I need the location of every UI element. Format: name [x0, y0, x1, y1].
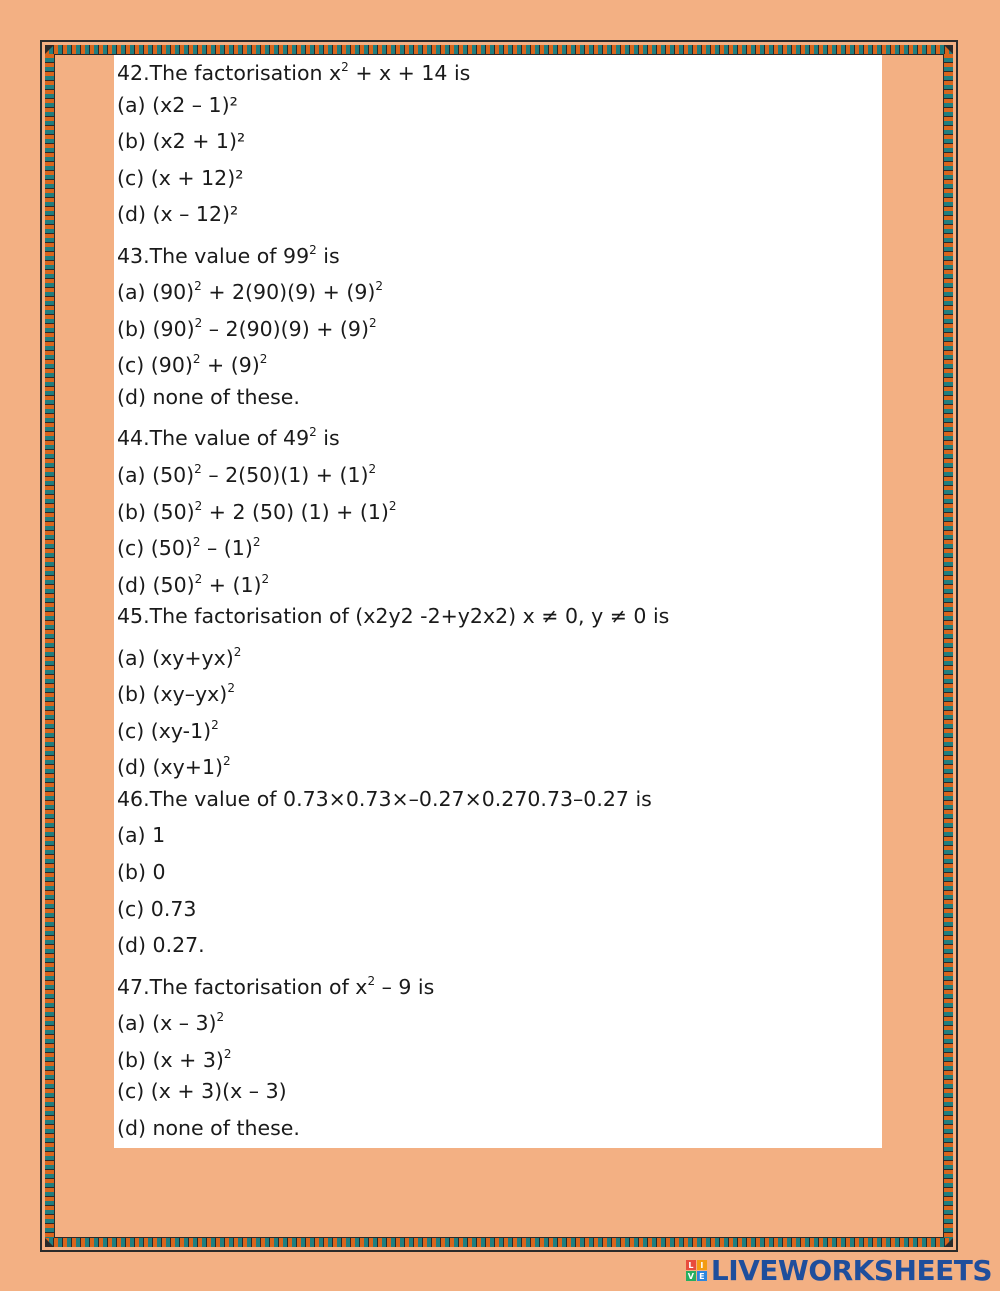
- brand-text: LIVEWORKSHEETS: [710, 1254, 992, 1287]
- worksheet-line: [117, 1110, 669, 1147]
- line-text-rest: – 2(90)(9) + (9): [202, 316, 369, 341]
- exponent: 2: [388, 498, 397, 513]
- exponent: 2: [223, 1046, 232, 1061]
- line-text: (a) (x – 3): [117, 1011, 217, 1036]
- line-text: (d) (50): [117, 572, 195, 597]
- worksheet-line: [117, 233, 669, 270]
- corner-ornament: [45, 45, 54, 54]
- exponent: 2: [194, 315, 203, 330]
- corner-ornament: [944, 45, 953, 54]
- exponent: 2: [192, 535, 201, 550]
- worksheet-line: [117, 964, 669, 1001]
- worksheet-line: [117, 744, 669, 781]
- worksheet-line: [117, 1000, 669, 1037]
- corner-ornament: [944, 1238, 953, 1247]
- line-text: (a) (xy+yx): [117, 645, 234, 670]
- worksheet-line: [117, 927, 669, 964]
- worksheet-line: [117, 269, 669, 306]
- line-text: (c) 0.73: [117, 896, 197, 921]
- worksheet-line: [117, 123, 669, 160]
- worksheet-line: [117, 1073, 669, 1110]
- exponent: 2: [368, 315, 377, 330]
- line-text-rest: + 2 (50) (1) + (1): [202, 499, 389, 524]
- question-list: [117, 50, 669, 1146]
- line-text: (b) (90): [117, 316, 195, 341]
- line-text: (a) (x2 – 1)²: [117, 92, 238, 117]
- logo-letter: I: [697, 1260, 707, 1270]
- exponent: 2: [233, 644, 242, 659]
- logo-letter: E: [697, 1271, 707, 1281]
- line-text: (d) (xy+1): [117, 755, 224, 780]
- line-text-rest: + 2(90)(9) + (9): [201, 280, 376, 305]
- logo-letter: L: [686, 1260, 696, 1270]
- worksheet-line: [117, 598, 669, 635]
- exponent: 2: [194, 462, 202, 477]
- line-text-rest: – (1): [200, 535, 253, 560]
- line-text: (b) (x + 3): [117, 1047, 224, 1072]
- line-text: 45.The factorisation of (x2y2 -2+y2x2) x ≠ 0, y ≠ 0 is: [117, 604, 670, 629]
- exponent: 2: [194, 498, 203, 513]
- exponent: 2: [261, 571, 270, 586]
- line-text: (a) (90): [117, 280, 195, 305]
- exponent: 2: [309, 242, 317, 257]
- exponent: 2: [341, 60, 349, 74]
- worksheet-line: [117, 854, 669, 891]
- line-text: (c) (x + 12)²: [117, 165, 244, 190]
- line-text-rest: is: [316, 243, 340, 268]
- worksheet-line: [117, 562, 669, 599]
- exponent: 2: [309, 425, 317, 440]
- worksheet-line: [117, 306, 669, 343]
- exponent: 2: [194, 279, 202, 294]
- line-text: (d) none of these.: [117, 1115, 300, 1140]
- line-text: (c) (xy-1): [117, 718, 212, 743]
- worksheet-line: [117, 415, 669, 452]
- exponent: 2: [252, 535, 261, 550]
- worksheet-line: [117, 817, 669, 854]
- line-text: (b) (50): [117, 499, 195, 524]
- worksheet-line: [117, 196, 669, 233]
- line-text: (d) 0.27.: [117, 933, 205, 958]
- line-text: (d) none of these.: [117, 384, 300, 409]
- line-text: (b) 0: [117, 860, 166, 885]
- exponent: 2: [367, 973, 376, 988]
- liveworksheets-brand: [686, 1254, 992, 1287]
- logo-letter: V: [687, 1271, 694, 1281]
- worksheet-line: [117, 379, 669, 416]
- worksheet-line: [117, 50, 669, 87]
- line-text: 46.The value of 0.73×0.73×–0.27×0.270.73–0.27 is: [117, 786, 652, 811]
- worksheet-line: [117, 489, 669, 526]
- exponent: 2: [259, 352, 268, 367]
- worksheet-line: [117, 87, 669, 124]
- worksheet-line: [117, 708, 669, 745]
- brand-logo-icon: [686, 1260, 707, 1281]
- worksheet-line: [117, 781, 669, 818]
- worksheet-line: [117, 671, 669, 708]
- line-text-rest: + (9): [200, 353, 260, 378]
- worksheet-line: [117, 342, 669, 379]
- worksheet-line: [117, 452, 669, 489]
- line-text: 44.The value of 49: [117, 426, 310, 451]
- line-text-rest: + (1): [202, 572, 262, 597]
- exponent: 2: [194, 571, 203, 586]
- line-text-rest: + x + 14 is: [348, 60, 471, 85]
- exponent: 2: [211, 717, 219, 732]
- exponent: 2: [227, 681, 235, 696]
- exponent: 2: [375, 279, 384, 294]
- line-text: 42.The factorisation x: [117, 60, 342, 85]
- line-text: (c) (x + 3)(x – 3): [117, 1079, 287, 1104]
- exponent: 2: [216, 1010, 225, 1025]
- line-text: (c) (50): [117, 535, 193, 560]
- exponent: 2: [192, 352, 201, 367]
- line-text: (b) (xy–yx): [117, 682, 228, 707]
- line-text: (d) (x – 12)²: [117, 202, 239, 227]
- worksheet-line: [117, 1037, 669, 1074]
- line-text: (c) (90): [117, 353, 193, 378]
- line-text-rest: – 2(50)(1) + (1): [201, 462, 369, 487]
- line-text: (a) 1: [117, 823, 166, 848]
- line-text-rest: – 9 is: [375, 974, 435, 999]
- line-text: (a) (50): [117, 462, 195, 487]
- line-text: 43.The value of 99: [117, 243, 310, 268]
- worksheet-line: [117, 891, 669, 928]
- exponent: 2: [368, 462, 377, 477]
- line-text: 47.The factorisation of x: [117, 974, 368, 999]
- worksheet-line: [117, 525, 669, 562]
- corner-ornament: [45, 1238, 54, 1247]
- exponent: 2: [223, 754, 231, 769]
- worksheet-line: [117, 160, 669, 197]
- line-text-rest: is: [316, 426, 340, 451]
- worksheet-line: [117, 635, 669, 672]
- line-text: (b) (x2 + 1)²: [117, 129, 246, 154]
